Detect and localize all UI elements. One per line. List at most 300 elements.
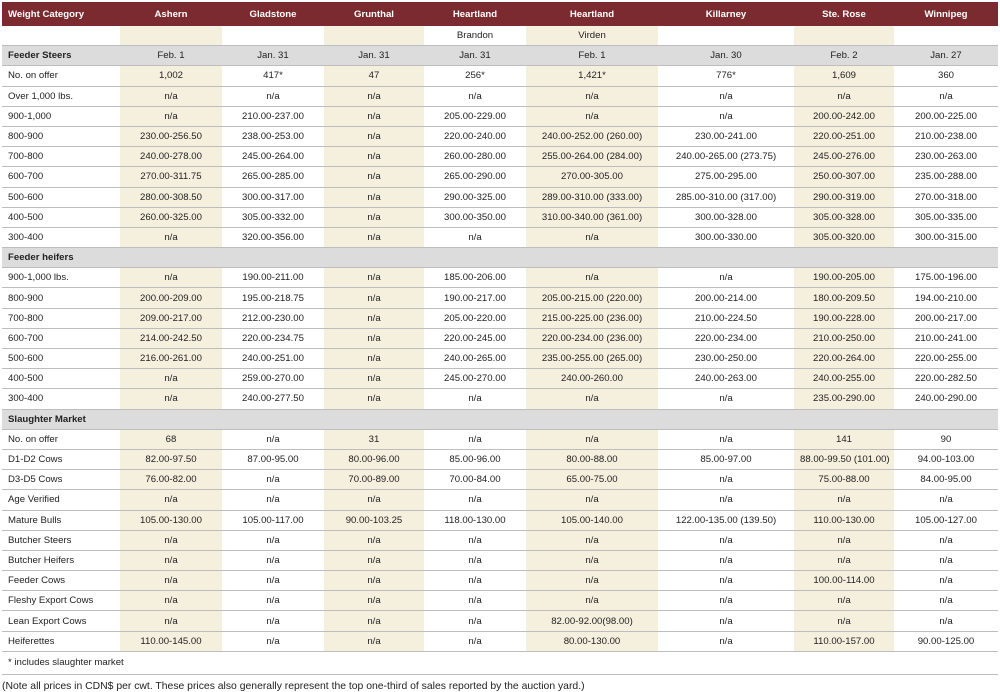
price-cell: 320.00-356.00 — [222, 227, 324, 247]
section-cell — [894, 248, 998, 268]
row-label: D3-D5 Cows — [2, 470, 120, 490]
price-cell: 300.00-328.00 — [658, 207, 794, 227]
price-cell: 240.00-265.00 (273.75) — [658, 147, 794, 167]
price-cell: n/a — [324, 207, 424, 227]
section-cell — [794, 248, 894, 268]
price-cell: 70.00-89.00 — [324, 470, 424, 490]
price-cell: 305.00-320.00 — [794, 227, 894, 247]
price-cell: 195.00-218.75 — [222, 288, 324, 308]
price-cell: n/a — [324, 187, 424, 207]
price-cell: n/a — [526, 389, 658, 409]
price-cell: 210.00-241.00 — [894, 328, 998, 348]
table-row — [2, 389, 998, 409]
price-cell: 180.00-209.50 — [794, 288, 894, 308]
price-cell: 240.00-265.00 — [424, 349, 526, 369]
price-cell: n/a — [526, 490, 658, 510]
row-label: 900-1,000 — [2, 106, 120, 126]
price-cell: n/a — [424, 530, 526, 550]
price-cell: n/a — [120, 611, 222, 631]
section-title: Slaughter Market — [2, 409, 120, 429]
row-label: No. on offer — [2, 429, 120, 449]
price-cell: n/a — [222, 429, 324, 449]
table-row — [2, 167, 998, 187]
table-row — [2, 227, 998, 247]
price-cell: 75.00-88.00 — [794, 470, 894, 490]
price-cell: 84.00-95.00 — [894, 470, 998, 490]
price-cell: n/a — [324, 126, 424, 146]
price-cell: 240.00-260.00 — [526, 369, 658, 389]
section-cell — [658, 248, 794, 268]
price-cell: 235.00-290.00 — [794, 389, 894, 409]
price-cell: 300.00-317.00 — [222, 187, 324, 207]
price-cell: n/a — [658, 591, 794, 611]
section-date: Feb. 2 — [794, 46, 894, 66]
price-cell: n/a — [424, 631, 526, 651]
price-cell: 305.00-332.00 — [222, 207, 324, 227]
row-label: Mature Bulls — [2, 510, 120, 530]
price-cell: 82.00-92.00(98.00) — [526, 611, 658, 631]
sublocation-row — [2, 26, 998, 46]
price-cell: 220.00-255.00 — [894, 349, 998, 369]
sublocation-cell — [222, 26, 324, 46]
price-cell: n/a — [324, 530, 424, 550]
row-label: D1-D2 Cows — [2, 449, 120, 469]
table-row — [2, 147, 998, 167]
price-cell: 265.00-285.00 — [222, 167, 324, 187]
sublocation-cell — [2, 26, 120, 46]
section-title: Feeder heifers — [2, 248, 120, 268]
row-label: 300-400 — [2, 227, 120, 247]
section-date: Jan. 30 — [658, 46, 794, 66]
price-cell: n/a — [324, 611, 424, 631]
section-cell — [222, 409, 324, 429]
table-row — [2, 268, 998, 288]
price-cell: n/a — [120, 268, 222, 288]
table-row — [2, 631, 998, 651]
price-cell: 85.00-97.00 — [658, 449, 794, 469]
price-cell: 31 — [324, 429, 424, 449]
price-cell: 280.00-308.50 — [120, 187, 222, 207]
price-cell: n/a — [324, 349, 424, 369]
price-cell: 240.00-263.00 — [658, 369, 794, 389]
price-cell: 265.00-290.00 — [424, 167, 526, 187]
price-cell: 210.00-238.00 — [894, 126, 998, 146]
price-cell: 190.00-228.00 — [794, 308, 894, 328]
row-label: Lean Export Cows — [2, 611, 120, 631]
table-row — [2, 449, 998, 469]
price-cell: 270.00-311.75 — [120, 167, 222, 187]
row-label: 600-700 — [2, 328, 120, 348]
price-cell: 205.00-229.00 — [424, 106, 526, 126]
price-note: (Note all prices in CDN$ per cwt. These prices also generally represent the top one-third of sales reported by the auction yard.) — [2, 680, 585, 692]
price-cell: n/a — [894, 571, 998, 591]
price-cell: n/a — [658, 490, 794, 510]
row-label: Heiferettes — [2, 631, 120, 651]
price-cell: 200.00-217.00 — [894, 308, 998, 328]
price-cell: 310.00-340.00 (361.00) — [526, 207, 658, 227]
price-cell: n/a — [222, 470, 324, 490]
price-cell: 300.00-330.00 — [658, 227, 794, 247]
price-cell: n/a — [424, 490, 526, 510]
price-cell: n/a — [424, 591, 526, 611]
section-date: Jan. 31 — [424, 46, 526, 66]
price-cell: 110.00-157.00 — [794, 631, 894, 651]
row-label: Over 1,000 lbs. — [2, 86, 120, 106]
price-cell: 240.00-278.00 — [120, 147, 222, 167]
price-cell: 68 — [120, 429, 222, 449]
table-row — [2, 490, 998, 510]
price-cell: n/a — [424, 611, 526, 631]
price-cell: 110.00-145.00 — [120, 631, 222, 651]
price-cell: 185.00-206.00 — [424, 268, 526, 288]
price-cell: n/a — [658, 86, 794, 106]
sublocation-cell — [794, 26, 894, 46]
price-cell: n/a — [526, 106, 658, 126]
price-cell: 256* — [424, 66, 526, 86]
section-cell — [526, 409, 658, 429]
col-header-heartland-virden: Heartland — [526, 2, 658, 26]
price-cell: 255.00-264.00 (284.00) — [526, 147, 658, 167]
price-cell: 245.00-264.00 — [222, 147, 324, 167]
price-cell: n/a — [794, 86, 894, 106]
row-label: 900-1,000 lbs. — [2, 268, 120, 288]
price-cell: n/a — [120, 591, 222, 611]
price-cell: 212.00-230.00 — [222, 308, 324, 328]
price-cell: n/a — [424, 429, 526, 449]
price-cell: 300.00-315.00 — [894, 227, 998, 247]
price-cell: 240.00-290.00 — [894, 389, 998, 409]
table-row — [2, 530, 998, 550]
row-label: No. on offer — [2, 66, 120, 86]
price-cell: 118.00-130.00 — [424, 510, 526, 530]
section-cell — [324, 248, 424, 268]
row-label: 800-900 — [2, 126, 120, 146]
price-cell: n/a — [120, 227, 222, 247]
section-date: Jan. 27 — [894, 46, 998, 66]
row-label: 400-500 — [2, 369, 120, 389]
price-cell: n/a — [222, 631, 324, 651]
price-cell: n/a — [894, 591, 998, 611]
price-cell: n/a — [526, 429, 658, 449]
price-cell: 220.00-240.00 — [424, 126, 526, 146]
price-cell: 776* — [658, 66, 794, 86]
footnote: * includes slaughter market — [2, 651, 998, 674]
table-row — [2, 591, 998, 611]
price-cell: n/a — [658, 550, 794, 570]
row-label: Fleshy Export Cows — [2, 591, 120, 611]
section-cell — [222, 248, 324, 268]
price-cell: n/a — [526, 86, 658, 106]
price-cell: n/a — [658, 611, 794, 631]
price-cell: 105.00-117.00 — [222, 510, 324, 530]
price-cell: n/a — [658, 389, 794, 409]
price-table — [2, 2, 998, 675]
price-cell: n/a — [120, 389, 222, 409]
section-date: Feb. 1 — [120, 46, 222, 66]
price-cell: n/a — [324, 369, 424, 389]
price-cell: 194.00-210.00 — [894, 288, 998, 308]
price-cell: n/a — [658, 429, 794, 449]
price-cell: 289.00-310.00 (333.00) — [526, 187, 658, 207]
price-cell: n/a — [794, 530, 894, 550]
price-cell: 90 — [894, 429, 998, 449]
col-header-weight-category: Weight Category — [2, 2, 120, 26]
price-cell: n/a — [120, 106, 222, 126]
price-cell: 200.00-225.00 — [894, 106, 998, 126]
col-header-grunthal: Grunthal — [324, 2, 424, 26]
section-cell — [794, 409, 894, 429]
price-cell: 90.00-125.00 — [894, 631, 998, 651]
price-cell: n/a — [222, 86, 324, 106]
row-label: Age Verified — [2, 490, 120, 510]
price-cell: 82.00-97.50 — [120, 449, 222, 469]
table-body — [2, 26, 998, 674]
section-row-feeder-heifers — [2, 248, 998, 268]
price-cell: 210.00-224.50 — [658, 308, 794, 328]
row-label: 700-800 — [2, 147, 120, 167]
section-cell — [120, 248, 222, 268]
price-cell: n/a — [894, 86, 998, 106]
table-row — [2, 187, 998, 207]
price-cell: n/a — [324, 328, 424, 348]
price-cell: 230.00-263.00 — [894, 147, 998, 167]
table-row — [2, 106, 998, 126]
price-cell: 215.00-225.00 (236.00) — [526, 308, 658, 328]
table-row — [2, 369, 998, 389]
footnote-row — [2, 651, 998, 674]
price-cell: 65.00-75.00 — [526, 470, 658, 490]
price-cell: n/a — [658, 571, 794, 591]
table-row — [2, 429, 998, 449]
table-row — [2, 328, 998, 348]
price-cell: 205.00-220.00 — [424, 308, 526, 328]
table-row — [2, 66, 998, 86]
price-cell: 240.00-251.00 — [222, 349, 324, 369]
price-cell: n/a — [324, 288, 424, 308]
row-label: 500-600 — [2, 187, 120, 207]
price-cell: n/a — [324, 631, 424, 651]
section-row-feeder-steers — [2, 46, 998, 66]
price-cell: 175.00-196.00 — [894, 268, 998, 288]
price-cell: 220.00-264.00 — [794, 349, 894, 369]
price-cell: 190.00-205.00 — [794, 268, 894, 288]
price-cell: 245.00-276.00 — [794, 147, 894, 167]
price-cell: 235.00-288.00 — [894, 167, 998, 187]
price-cell: n/a — [120, 571, 222, 591]
section-date: Feb. 1 — [526, 46, 658, 66]
price-cell: 214.00-242.50 — [120, 328, 222, 348]
price-cell: 230.00-256.50 — [120, 126, 222, 146]
table-row — [2, 349, 998, 369]
section-cell — [424, 409, 526, 429]
price-cell: 285.00-310.00 (317.00) — [658, 187, 794, 207]
table-row — [2, 571, 998, 591]
table-row — [2, 126, 998, 146]
row-label: Butcher Heifers — [2, 550, 120, 570]
price-cell: n/a — [120, 369, 222, 389]
price-cell: 70.00-84.00 — [424, 470, 526, 490]
price-cell: 209.00-217.00 — [120, 308, 222, 328]
price-cell: n/a — [324, 571, 424, 591]
price-cell: 240.00-252.00 (260.00) — [526, 126, 658, 146]
price-cell: 1,002 — [120, 66, 222, 86]
price-cell: n/a — [222, 490, 324, 510]
price-cell: n/a — [324, 268, 424, 288]
price-cell: 290.00-325.00 — [424, 187, 526, 207]
section-title: Feeder Steers — [2, 46, 120, 66]
price-cell: 100.00-114.00 — [794, 571, 894, 591]
col-header-gladstone: Gladstone — [222, 2, 324, 26]
price-cell: 220.00-245.00 — [424, 328, 526, 348]
price-cell: 210.00-250.00 — [794, 328, 894, 348]
price-cell: n/a — [424, 550, 526, 570]
row-label: 400-500 — [2, 207, 120, 227]
price-cell: 122.00-135.00 (139.50) — [658, 510, 794, 530]
row-label: 300-400 — [2, 389, 120, 409]
col-header-heartland-brandon: Heartland — [424, 2, 526, 26]
table-row — [2, 611, 998, 631]
header-row — [2, 2, 998, 26]
price-cell: n/a — [120, 530, 222, 550]
price-cell: 250.00-307.00 — [794, 167, 894, 187]
price-cell: 87.00-95.00 — [222, 449, 324, 469]
price-cell: 90.00-103.25 — [324, 510, 424, 530]
price-cell: n/a — [424, 227, 526, 247]
table-row — [2, 288, 998, 308]
price-cell: n/a — [794, 611, 894, 631]
sublocation-cell — [894, 26, 998, 46]
price-cell: 220.00-234.00 — [658, 328, 794, 348]
row-label: 800-900 — [2, 288, 120, 308]
table-row — [2, 470, 998, 490]
price-cell: 300.00-350.00 — [424, 207, 526, 227]
price-cell: n/a — [658, 470, 794, 490]
price-cell: n/a — [324, 227, 424, 247]
price-cell: n/a — [120, 550, 222, 570]
section-cell — [894, 409, 998, 429]
row-label: Butcher Steers — [2, 530, 120, 550]
section-date: Jan. 31 — [324, 46, 424, 66]
price-cell: 240.00-277.50 — [222, 389, 324, 409]
price-cell: n/a — [794, 490, 894, 510]
price-cell: 76.00-82.00 — [120, 470, 222, 490]
price-cell: 105.00-140.00 — [526, 510, 658, 530]
sublocation-cell — [658, 26, 794, 46]
price-cell: n/a — [658, 631, 794, 651]
price-cell: n/a — [424, 571, 526, 591]
price-cell: n/a — [894, 550, 998, 570]
row-label: 600-700 — [2, 167, 120, 187]
price-cell: 220.00-234.00 (236.00) — [526, 328, 658, 348]
price-cell: n/a — [794, 591, 894, 611]
price-cell: n/a — [526, 227, 658, 247]
price-cell: n/a — [222, 611, 324, 631]
col-header-ashern: Ashern — [120, 2, 222, 26]
section-cell — [658, 409, 794, 429]
price-cell: n/a — [324, 591, 424, 611]
price-cell: n/a — [324, 167, 424, 187]
price-cell: 305.00-328.00 — [794, 207, 894, 227]
price-cell: n/a — [658, 530, 794, 550]
price-cell: 260.00-325.00 — [120, 207, 222, 227]
price-cell: n/a — [424, 389, 526, 409]
table-row — [2, 86, 998, 106]
price-cell: 230.00-250.00 — [658, 349, 794, 369]
price-cell: n/a — [526, 571, 658, 591]
row-label: Feeder Cows — [2, 571, 120, 591]
price-cell: n/a — [222, 530, 324, 550]
section-cell — [424, 248, 526, 268]
price-cell: n/a — [222, 571, 324, 591]
section-date: Jan. 31 — [222, 46, 324, 66]
price-cell: 220.00-282.50 — [894, 369, 998, 389]
table-row — [2, 308, 998, 328]
price-cell: n/a — [324, 490, 424, 510]
price-cell: 270.00-305.00 — [526, 167, 658, 187]
col-header-killarney: Killarney — [658, 2, 794, 26]
price-cell: n/a — [222, 591, 324, 611]
col-header-ste-rose: Ste. Rose — [794, 2, 894, 26]
price-cell: 245.00-270.00 — [424, 369, 526, 389]
price-cell: 270.00-318.00 — [894, 187, 998, 207]
price-cell: 238.00-253.00 — [222, 126, 324, 146]
price-cell: n/a — [324, 550, 424, 570]
price-cell: 85.00-96.00 — [424, 449, 526, 469]
price-cell: 200.00-242.00 — [794, 106, 894, 126]
price-cell: n/a — [526, 268, 658, 288]
price-cell: 275.00-295.00 — [658, 167, 794, 187]
price-cell: 80.00-96.00 — [324, 449, 424, 469]
price-cell: 190.00-211.00 — [222, 268, 324, 288]
sublocation-cell — [324, 26, 424, 46]
price-cell: n/a — [894, 530, 998, 550]
table-row — [2, 510, 998, 530]
row-label: 700-800 — [2, 308, 120, 328]
section-cell — [526, 248, 658, 268]
price-cell: 235.00-255.00 (265.00) — [526, 349, 658, 369]
price-cell: 417* — [222, 66, 324, 86]
price-cell: n/a — [120, 86, 222, 106]
col-header-winnipeg: Winnipeg — [894, 2, 998, 26]
price-cell: n/a — [120, 490, 222, 510]
price-cell: 216.00-261.00 — [120, 349, 222, 369]
price-cell: n/a — [894, 611, 998, 631]
table-row — [2, 550, 998, 570]
price-cell: n/a — [526, 550, 658, 570]
price-cell: 260.00-280.00 — [424, 147, 526, 167]
auction-price-report — [2, 2, 998, 692]
price-cell: 200.00-214.00 — [658, 288, 794, 308]
price-cell: 80.00-88.00 — [526, 449, 658, 469]
price-cell: 88.00-99.50 (101.00) — [794, 449, 894, 469]
section-cell — [324, 409, 424, 429]
price-cell: 1,421* — [526, 66, 658, 86]
sublocation-brandon: Brandon — [424, 26, 526, 46]
price-cell: 305.00-335.00 — [894, 207, 998, 227]
price-cell: 105.00-127.00 — [894, 510, 998, 530]
price-cell: n/a — [658, 268, 794, 288]
price-cell: n/a — [526, 530, 658, 550]
price-cell: n/a — [894, 490, 998, 510]
sublocation-cell — [120, 26, 222, 46]
price-cell: 94.00-103.00 — [894, 449, 998, 469]
price-cell: 200.00-209.00 — [120, 288, 222, 308]
price-cell: n/a — [324, 86, 424, 106]
price-cell: 105.00-130.00 — [120, 510, 222, 530]
price-cell: 210.00-237.00 — [222, 106, 324, 126]
price-cell: 80.00-130.00 — [526, 631, 658, 651]
price-cell: n/a — [324, 106, 424, 126]
